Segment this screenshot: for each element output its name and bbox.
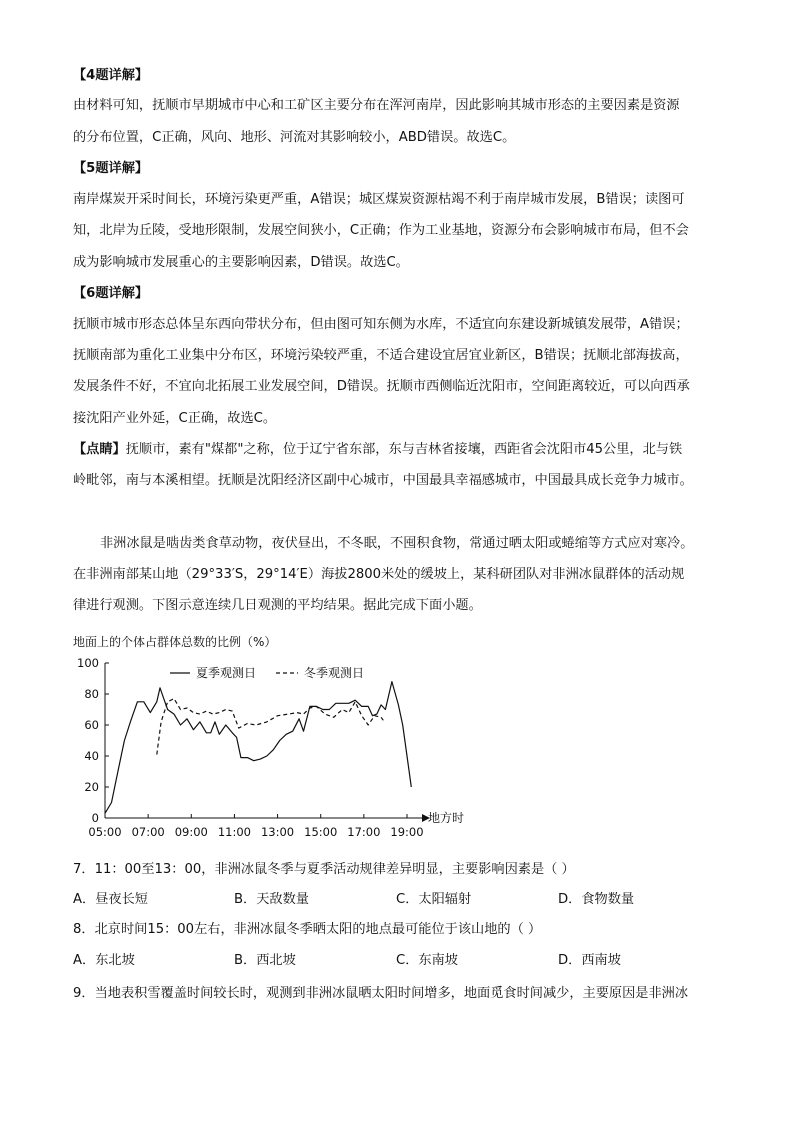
- q4-header: 【4题详解】: [73, 68, 149, 83]
- tip-line: [73, 440, 682, 460]
- q6-text-line: 接沈阳产业外延，C正确，故选C。: [73, 411, 277, 426]
- y-tick-label: 40: [84, 749, 99, 763]
- tip-text: 抚顺市，素有"煤都"之称，位于辽宁省东部，东与吉林省接壤，西距省会沈阳市45公里，北与铁: [125, 442, 683, 457]
- q4-text-line: 的分布位置，C正确，风向、地形、河流对其影响较小，ABD错误。故选C。: [73, 130, 516, 145]
- q5-text-line: 南岸煤炭开采时间长，环境污染更严重，A错误；城区煤炭资源枯竭不利于南岸城市发展，B错误；读图可: [73, 192, 685, 207]
- y-tick-label: 80: [84, 687, 99, 701]
- q7-option-a[interactable]: A．昼夜长短: [73, 892, 148, 907]
- q6-text-line: 抚顺南部为重化工业集中分布区，环境污染较严重，不适合建设宜居宜业新区，B错误；抚顺北部海拔高，: [73, 348, 689, 363]
- q6-text-line: 发展条件不好，不宜向北拓展工业发展空间，D错误。抚顺市西侧临近沈阳市，空间距离较近，可以向西承: [73, 379, 690, 394]
- q6-header: 【6题详解】: [73, 286, 149, 301]
- q7-stem: 7．11：00至13：00，非洲冰鼠冬季与夏季活动规律差异明显，主要影响因素是（ ）: [73, 862, 575, 877]
- q6-text-line: 抚顺市城市形态总体呈东西向带状分布，但由图可知东侧为水库，不适宜向东建设新城镇发展带，A错误；: [73, 317, 689, 332]
- x-tick-label: 13:00: [260, 825, 295, 839]
- y-axis: [77, 656, 109, 825]
- q7-option-b[interactable]: B．天敌数量: [234, 892, 309, 907]
- y-tick-label: 60: [84, 718, 99, 732]
- q4-text-line: 由材料可知，抚顺市早期城市中心和工矿区主要分布在浑河南岸，因此影响其城市形态的主要因素是资源: [73, 98, 680, 113]
- q8-option-d[interactable]: D．西南坡: [558, 953, 621, 968]
- q5-text-line: 成为影响城市发展重心的主要影响因素，D错误。故选C。: [73, 255, 409, 270]
- series-line-winter: [157, 699, 383, 755]
- y-tick-label: 20: [84, 780, 99, 794]
- q8-option-a[interactable]: A．东北坡: [73, 953, 135, 968]
- q8-stem: 8．北京时间15：00左右，非洲冰鼠冬季晒太阳的地点最可能位于该山地的（ ）: [73, 922, 542, 937]
- q8-option-c[interactable]: C．东南坡: [396, 953, 458, 968]
- chart-legend: [170, 665, 364, 680]
- y-tick-label: 0: [91, 811, 99, 825]
- x-tick-label: 19:00: [390, 825, 424, 839]
- q5-header: 【5题详解】: [73, 161, 149, 176]
- tip-text-line: 岭毗邻，南与本溪相望。抚顺是沈阳经济区副中心城市，中国最具幸福感城市，中国最具成长竞争力城市。: [73, 473, 693, 488]
- legend-summer-label: 夏季观测日: [196, 666, 257, 680]
- q7-option-c[interactable]: C．太阳辐射: [396, 892, 472, 907]
- y-tick-label: 100: [77, 656, 99, 670]
- activity-line-chart: [60, 628, 490, 850]
- q8-option-b[interactable]: B．西北坡: [234, 953, 296, 968]
- chart-ylabel: 地面上的个体占群体总数的比例（%）: [73, 635, 277, 649]
- intro-text-line: 非洲冰鼠是啮齿类食草动物，夜伏昼出，不冬眠，不囤积食物，常通过晒太阳或蜷缩等方式应对寒冷。: [100, 536, 694, 551]
- x-tick-label: 09:00: [174, 825, 208, 839]
- q7-option-d[interactable]: D．食物数量: [558, 892, 635, 907]
- legend-winter-label: 冬季观测日: [304, 666, 365, 680]
- chart-xlabel: 地方时: [428, 811, 465, 825]
- x-tick-label: 05:00: [88, 825, 122, 839]
- q9-stem: 9．当地表积雪覆盖时间较长时，观测到非洲冰鼠晒太阳时间增多，地面觅食时间减少，主要原因是非洲冰: [73, 986, 689, 1001]
- x-tick-label: 15:00: [304, 825, 338, 839]
- q5-text-line: 知，北岸为丘陵，受地形限制，发展空间狭小，C正确；作为工业基地，资源分布会影响城市布局，但不会: [73, 223, 689, 238]
- intro-text-line: 律进行观测。下图示意连续几日观测的平均结果。据此完成下面小题。: [73, 598, 482, 613]
- series-line-summer: [105, 682, 411, 814]
- intro-text-line: 在非洲南部某山地（29°33′S，29°14′E）海拔2800米处的缓坡上，某科研团队对非洲冰鼠群体的活动规: [73, 567, 685, 582]
- x-tick-label: 07:00: [131, 825, 165, 839]
- x-axis: [88, 814, 430, 839]
- x-tick-label: 11:00: [217, 825, 252, 839]
- x-tick-label: 17:00: [347, 825, 381, 839]
- tip-header: 【点睛】: [73, 442, 126, 457]
- series-group: [105, 682, 411, 814]
